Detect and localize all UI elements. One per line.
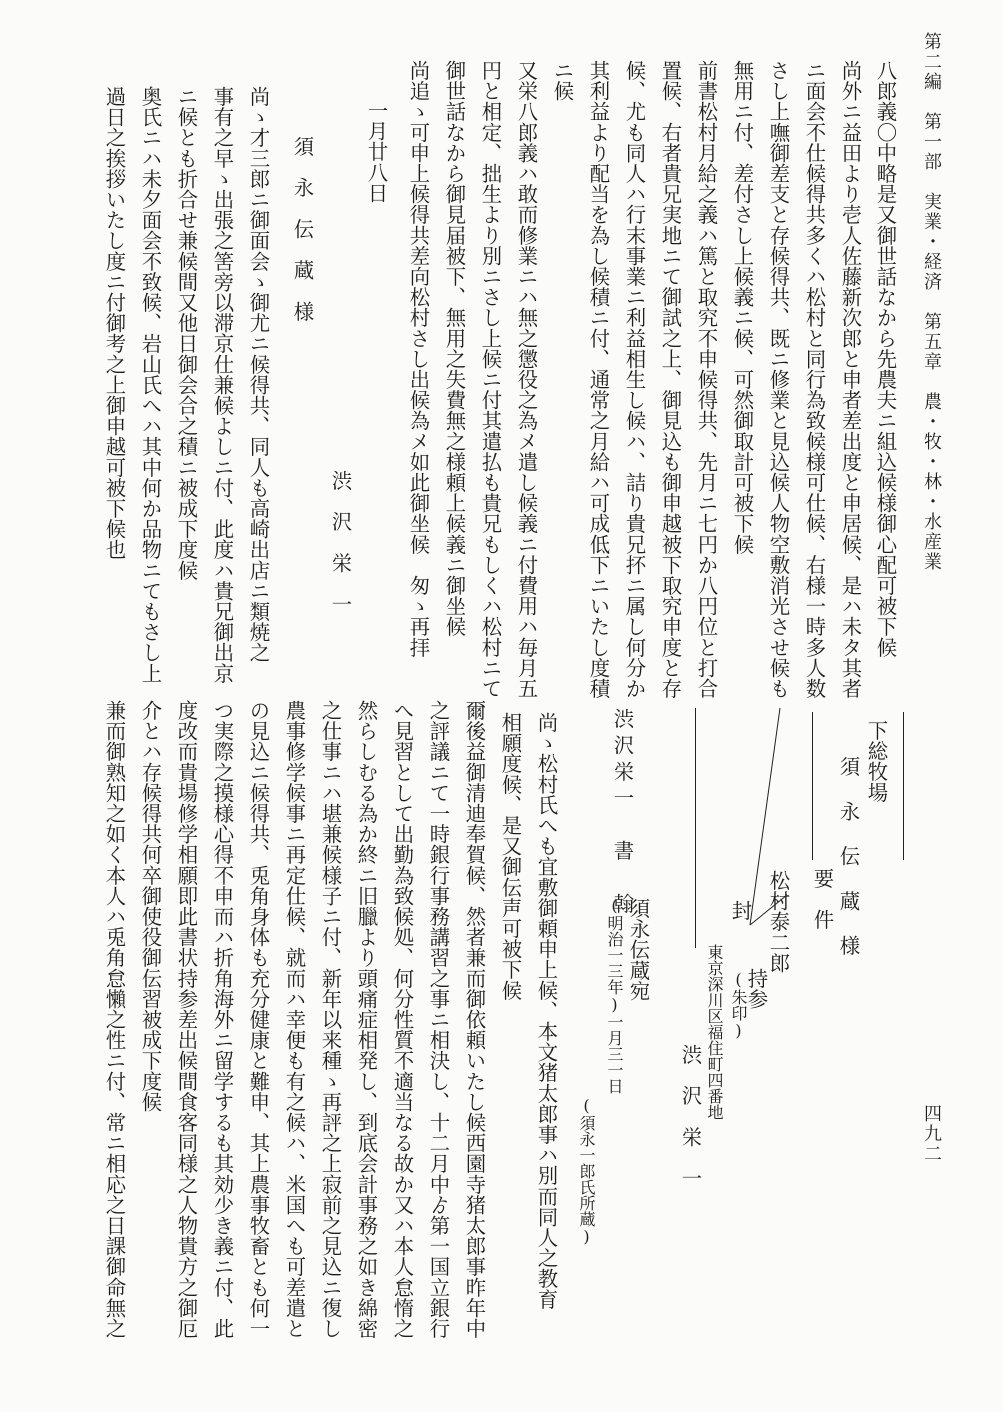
- letter-line: 置候、右者貴兄実地ニて御試之上、御見込も御申越被下取究申度と存: [658, 60, 683, 699]
- letter-line: 農事修学候事ニ再定仕候、就而ハ幸便も有之候ハ、米国へも可差遣と: [282, 700, 307, 1339]
- envelope-note: 要 件: [810, 868, 835, 930]
- envelope-addressee: 須 永 伝 蔵 様: [836, 756, 861, 956]
- envelope-place: 下総牧場: [864, 720, 889, 803]
- letter-line: ニ候: [550, 60, 575, 102]
- running-head: 第二編 第一部 実業・経済 第五章 農・牧・林・水産業: [921, 32, 942, 572]
- letter-line: 又栄八郎義ハ敢而修業ニハ無之懲役之為メ遣し候義ニ付費用ハ毎月五: [514, 60, 539, 699]
- letter-line: 兼而御熟知之如く本人ハ兎角怠懶之性ニ付、常ニ相応之日課御命無之: [102, 700, 127, 1339]
- letter-date: 一月廿八日: [364, 100, 389, 203]
- letter-line: 之仕事ニハ堪兼候様子ニ付、新年以来種ゝ再評之上寂前之見込ニ復し: [318, 700, 343, 1339]
- letter-line: 円と相定、拙生より別ニさし上候ニ付其遣払も貴兄もしくハ松村ニて: [478, 60, 503, 699]
- seal-line-right: [750, 895, 787, 925]
- page-number: 四九二: [921, 1104, 942, 1164]
- letter-line: 尚ゝ松村氏へも宜敷御頼申上候、本文猪太郎事ハ別而同人之教育: [534, 712, 559, 1310]
- postscript-line: 過日之挨拶いたし度ニ付御考之上御申越可被下候也: [102, 86, 127, 560]
- letter-line: 無用ニ付、差付さし上候義ニ候、可然御取計可被下候: [730, 60, 755, 555]
- letter-line: 候、尤も同人ハ行末事業ニ利益相生し候ハ、詰り貴兄抔ニ属し何分か: [622, 60, 647, 699]
- letter-line: 尚追ゝ可申上候得共差向松村さし出候為メ如此御坐候 匆ゝ再拝: [406, 60, 431, 658]
- source-note: (須永一郎氏所蔵): [577, 1096, 596, 1246]
- letter-addressee: 須永伝蔵宛: [626, 898, 651, 1001]
- envelope-carrier: 松村泰二郎: [766, 870, 791, 973]
- envelope-seal-mark: (朱印): [729, 970, 748, 1040]
- letter-line: 之評議ニて一時銀行事務講習之事ニ相決し、十二月中ゟ第一国立銀行: [426, 700, 451, 1339]
- letter-sender: 渋 沢 栄 一: [328, 470, 353, 615]
- envelope-seal: 封: [728, 900, 753, 921]
- letter-line: 前書松村月給之義ハ篤と取究不申候得共、先月ニ七円か八円位と打合: [694, 60, 719, 699]
- letter-line: つ実際之摸様心得不申而ハ折角海外ニ留学するも其効少き義ニ付、此: [210, 700, 235, 1339]
- letter-line: ニ面会不仕候得共多くハ松村と同行為致候様可仕候、右様一時多人数: [802, 60, 827, 699]
- letter-line: 然らしむる為か終ニ旧臘より頭痛症相発し、到底会計事務之如き綿密: [354, 700, 379, 1339]
- seal-line-left: [750, 708, 780, 925]
- letter-line: の見込ニ候得共、兎角身体も充分健康と難申、其上農事牧畜とも何一: [246, 700, 271, 1339]
- envelope-sender-name: 渋 沢 栄 一: [678, 1044, 703, 1189]
- postscript-line: ニ候とも折合せ兼候間又他日御会合之積ニ被成下度候: [174, 86, 199, 581]
- letter-line: 相願度候、是又御伝声可被下候: [498, 712, 523, 1001]
- letter-line: 尚外ニ益田より壱人佐藤新次郎と申者差出度と申居候、是ハ未タ其者: [838, 60, 863, 699]
- postscript-line: 奥氏ニハ未夕面会不致候、岩山氏へハ其中何か品物ニてもさし上: [138, 86, 163, 684]
- letter-line: へ見習として出勤為致候処、何分性質不適当なる故か又ハ本人怠惰之: [390, 700, 415, 1339]
- letter-line: 御世話なから御見届被下、無用之失費無之様頼上候義ニ御坐候: [442, 60, 467, 637]
- letter-line: 介とハ存候得共何卒御使役御伝習被成下度候: [138, 700, 163, 1112]
- letter-line: 爾後益御清迪奉賀候、然者兼而御依頼いたし候西園寺猪太郎事昨年中: [462, 700, 487, 1339]
- letter-title: 渋沢栄一 書 翰: [610, 708, 635, 920]
- postscript-line: 尚ゝ才三郎ニ御面会ゝ御尤ニ候得共、同人も高崎出店ニ類焼之: [246, 86, 271, 663]
- letter-recipient: 須 永 伝 蔵 様: [290, 136, 315, 322]
- letter-date-bottom: (明治一三年)一月三一日: [605, 896, 624, 1094]
- postscript-line: 事有之早ゝ出張之筈旁以滞京仕兼候よしニ付、此度ハ貴兄御出京: [210, 86, 235, 684]
- letter-line: さし上嘸御差支と存候得共、既ニ修業と見込候人物空敷消光させ候も: [766, 60, 791, 699]
- envelope-carrier-suffix: 持参: [744, 968, 769, 1010]
- letter-line: 八郎義〇中略是又御世話なから先農夫ニ組込候様御心配可被下候: [873, 60, 898, 658]
- letter-line: 度改而貴場修学相願即此書状持参差出候間食客同様之人物貴方之御厄: [174, 700, 199, 1339]
- letter-line: 其利益より配当を為し候積ニ付、通常之月給ハ可成低下ニいたし度積: [586, 60, 611, 699]
- envelope-sender-address: 東京深川区福住町四番地: [705, 944, 724, 1120]
